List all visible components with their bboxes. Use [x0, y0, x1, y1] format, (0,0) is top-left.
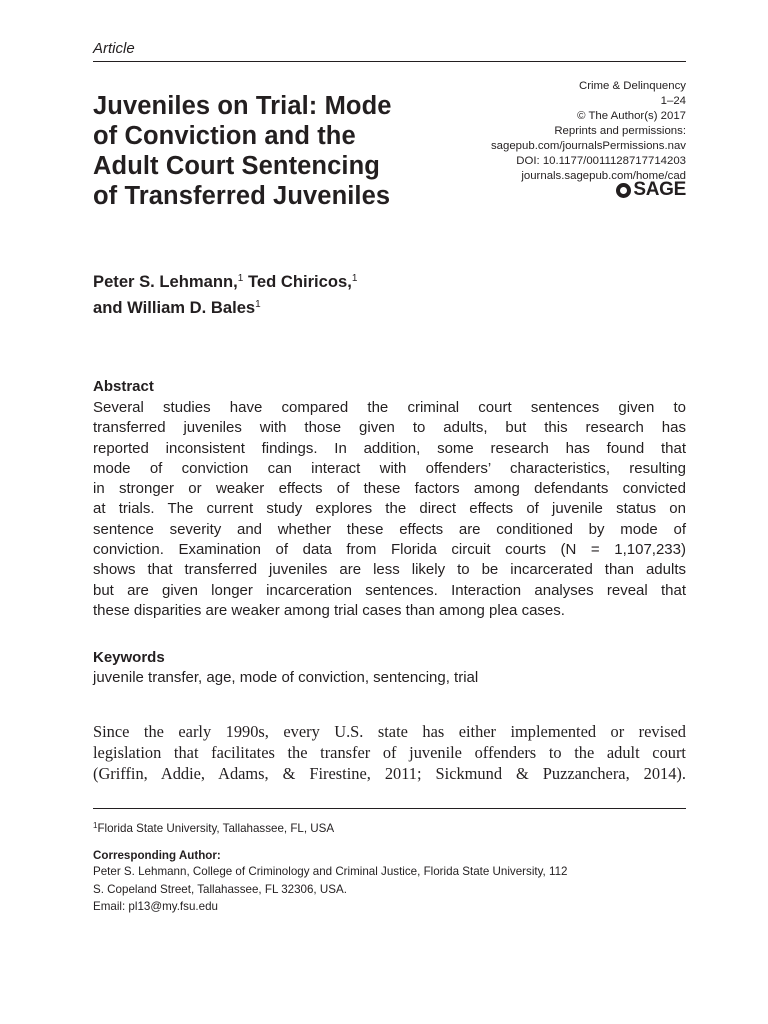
abstract-line: these disparities are weaker among trial cases than among plea cases.: [93, 601, 565, 619]
permissions-label: Reprints and permissions:: [554, 125, 686, 137]
abstract-line: mode of conviction can interact with offenders’ characteristics, resulting: [93, 459, 686, 477]
abstract-line: Several studies have compared the criminal court sentences given to: [93, 399, 686, 416]
body-line: (Griffin, Addie, Adams, & Firestine, 2011; Sickmund & Puzzanchera, 2014).: [93, 764, 686, 783]
body-line: Since the early 1990s, every U.S. state has either implemented or revised: [93, 722, 686, 741]
permissions-link[interactable]: sagepub.com/journalsPermissions.nav: [490, 140, 686, 152]
email-link[interactable]: Email: pl13@my.fsu.edu: [93, 900, 218, 913]
abstract-text: [93, 398, 686, 621]
author-line: [93, 269, 357, 295]
abstract-line: reported inconsistent findings. In addition, some research has found that: [93, 439, 686, 457]
header-rule: [93, 61, 686, 62]
article-title: [93, 91, 473, 211]
corresponding-line: S. Copeland Street, Tallahassee, FL 32306, USA.: [93, 882, 347, 896]
sage-logo-icon: [616, 183, 631, 198]
abstract-line: at trials. The current study explores the direct effects of juvenile status on: [93, 500, 686, 518]
abstract-line: shows that transferred juveniles are less likely to be incarcerated than adults: [93, 561, 686, 579]
keywords-heading: Keywords: [93, 649, 165, 666]
author-line: [93, 295, 357, 321]
author-name: and William D. Bales: [93, 298, 256, 317]
keywords-text: juvenile transfer, age, mode of conviction, sentencing, trial: [93, 669, 479, 686]
affiliation-marker: 1: [237, 273, 244, 284]
copyright: © The Author(s) 2017: [577, 110, 686, 122]
body-line: legislation that facilitates the transfer of juvenile offenders to the adult court: [93, 743, 686, 762]
journal-name: Crime & Delinquency: [579, 80, 686, 92]
corresponding-author-heading: Corresponding Author:: [93, 849, 221, 862]
publisher-logo: [616, 180, 686, 200]
footnote-rule: [93, 808, 686, 809]
corresponding-line: Peter S. Lehmann, College of Criminology and Criminal Justice, Florida State University, 112: [93, 865, 568, 878]
publisher-name: SAGE: [633, 179, 686, 200]
doi-link[interactable]: DOI: 10.1177/0011128717714203: [516, 155, 686, 167]
body-text: [93, 721, 686, 784]
affiliation-text: Florida State University, Tallahassee, FL, USA: [97, 822, 335, 835]
page-range: 1–24: [660, 95, 686, 107]
abstract-line: conviction. Examination of data from Florida circuit courts (N = 1,107,233): [93, 541, 686, 559]
abstract-heading: Abstract: [93, 378, 154, 395]
author-name: Peter S. Lehmann,: [93, 272, 238, 291]
corresponding-author-details: [93, 863, 567, 916]
abstract-line: sentence severity and whether these effects are conditioned by mode of: [93, 520, 686, 538]
title-line: of Conviction and the: [93, 122, 356, 150]
journal-meta: [491, 79, 686, 184]
affiliation-note: [93, 821, 334, 837]
author-name: Ted Chiricos,: [243, 272, 352, 291]
affiliation-marker: 1: [351, 273, 358, 284]
journal-link[interactable]: journals.sagepub.com/home/cad: [521, 170, 686, 182]
author-list: [93, 269, 357, 321]
title-line: Adult Court Sentencing: [93, 152, 380, 180]
abstract-line: transferred juveniles with those given to adults, but this research has: [93, 419, 686, 437]
title-line: of Transferred Juveniles: [93, 182, 391, 210]
section-label: Article: [93, 40, 135, 57]
affiliation-marker: 1: [93, 821, 98, 830]
abstract-line: in stronger or weaker effects of these factors among defendants convicted: [93, 480, 686, 498]
title-line: Juveniles on Trial: Mode: [93, 92, 392, 120]
abstract-line: but are given longer incarceration sentences. Interaction analyses reveal that: [93, 581, 686, 599]
affiliation-marker: 1: [255, 299, 261, 310]
